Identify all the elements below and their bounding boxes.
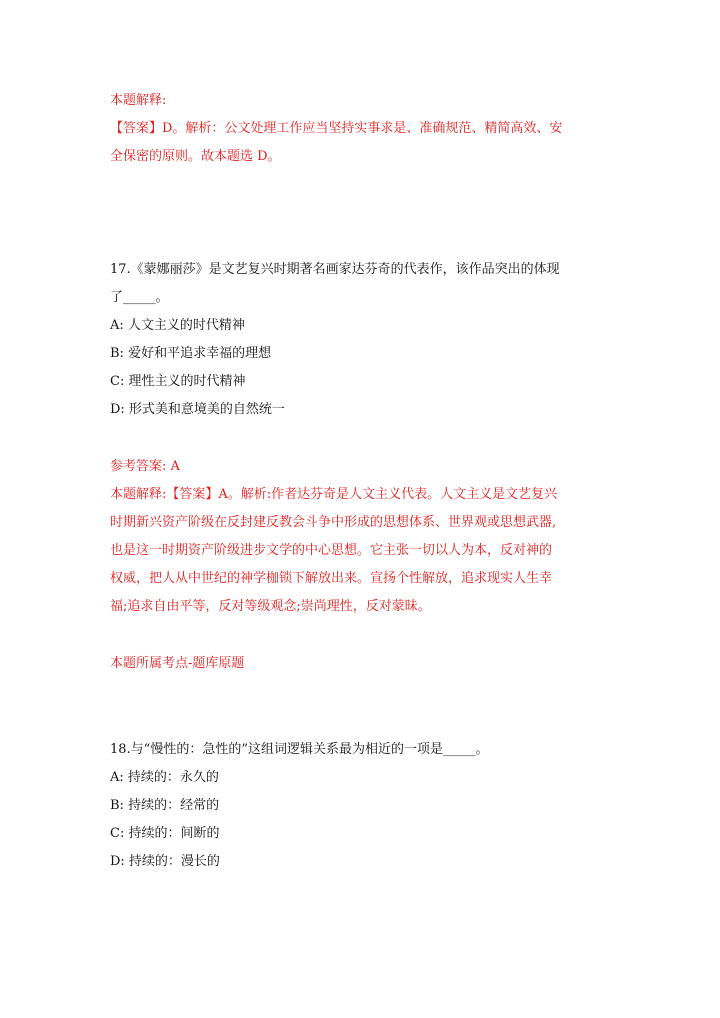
- question-18-option-a: A: 持续的：永久的: [110, 770, 219, 785]
- question-18-stem: 18.与“慢性的：急性的”这组词逻辑关系最为相近的一项是_____。: [110, 742, 489, 757]
- question-17-source: 本题所属考点-题库原题: [110, 656, 245, 671]
- question-17-stem: 17.《蒙娜丽莎》是文艺复兴时期著名画家达芬奇的代表作，该作品突出的体现: [110, 262, 560, 277]
- question-17-explanation-line: 也是这一时期资产阶级进步文学的中心思想。它主张一切以人为本，反对神的: [110, 543, 553, 558]
- question-17-stem: 了_____。: [110, 290, 169, 305]
- explanation-line: 【答案】D。解析：公文处理工作应当坚持实事求是、准确规范、精简高效、安: [110, 121, 563, 136]
- question-17-option-a: A: 人文主义的时代精神: [110, 318, 245, 333]
- explanation-line: 全保密的原则。故本题选 D。: [110, 149, 281, 164]
- question-17-explanation-line: 权威，把人从中世纪的神学枷锁下解放出来。宣扬个性解放，追求现实人生幸: [110, 571, 553, 586]
- question-17-explanation-line: 福;追求自由平等，反对等级观念;崇尚理性，反对蒙昧。: [110, 599, 431, 614]
- question-17-option-d: D: 形式美和意境美的自然统一: [110, 402, 285, 417]
- explanation-label: 本题解释:: [110, 93, 167, 108]
- question-18-option-c: C: 持续的：间断的: [110, 826, 220, 841]
- question-17-option-c: C: 理性主义的时代精神: [110, 374, 246, 389]
- question-17-answer: 参考答案: A: [110, 459, 180, 474]
- question-18-option-b: B: 持续的：经常的: [110, 798, 220, 813]
- question-17-explanation-line: 本题解释:【答案】A。解析:作者达芬奇是人文主义代表。人文主义是文艺复兴: [110, 487, 558, 502]
- question-17-option-b: B: 爱好和平追求幸福的理想: [110, 346, 272, 361]
- question-17-explanation-line: 时期新兴资产阶级在反封建反教会斗争中形成的思想体系、世界观或思想武器,: [110, 515, 557, 530]
- question-18-option-d: D: 持续的：漫长的: [110, 854, 220, 869]
